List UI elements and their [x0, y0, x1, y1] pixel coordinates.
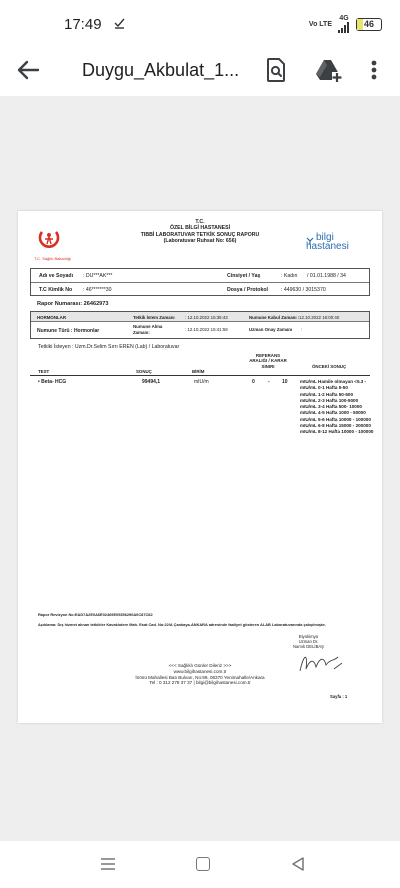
- status-indicators: [309, 15, 382, 33]
- status-bar: [0, 0, 400, 48]
- previous-line: mIU/mL 0-1 Hafta 5-50: [300, 385, 348, 391]
- home-icon[interactable]: [196, 857, 210, 871]
- footer-website: www.bilgihastanesi.com.tr: [173, 668, 227, 674]
- signature-block: [293, 634, 324, 649]
- header-line-1: T.C.: [195, 219, 205, 225]
- gender-value: : Kadın: [281, 273, 298, 279]
- kabul-label: Numune Kabul Zamanı :: [249, 315, 300, 320]
- system-nav-bar: [0, 841, 400, 888]
- previous-line: mIU/mL 2-3 Hafta 100-5000: [300, 397, 359, 403]
- sig-line-1: Biyokimya: [298, 634, 319, 639]
- patient-info-box: [30, 268, 370, 296]
- header-line-4: (Laboratuvar Ruhsat No: 656): [163, 237, 237, 244]
- header-line-2: ÖZEL BİLGİ HASTANESİ: [169, 225, 231, 232]
- find-in-page-icon[interactable]: [262, 56, 290, 84]
- recent-apps-icon[interactable]: [100, 857, 116, 871]
- tc-label: T.C Kimlik No: [39, 287, 73, 293]
- document-title: Duygu_Akbulat_1...: [82, 60, 240, 80]
- dosya-value: : 449630 / 3015370: [281, 287, 326, 293]
- name-label: Adı ve Soyadı: [39, 273, 74, 279]
- pdf-viewer[interactable]: [0, 96, 400, 841]
- istem-label: Tetkik İstem Zamanı: [133, 315, 175, 320]
- explanation-note: Açıklama: Dış hizmet alınan tetkikler Kavaklıdere Mah. Esat Cad. No:22/A Çankaya-ANKARA adresinde faaliyet gösteren ALAB Laboratuvarında çalışılmıştır.: [38, 622, 326, 627]
- alma-value: : 12.10.2022 15:41:59: [185, 327, 228, 332]
- row-test: • Beta- HCG: [38, 379, 67, 385]
- status-time: 17:49: [64, 15, 102, 33]
- previous-line: mIU/mL 5-6 Hafta 10000 - 100000: [300, 416, 371, 422]
- alma-label-2: Zamanı:: [133, 330, 150, 335]
- back-arrow-icon[interactable]: [14, 56, 42, 84]
- onay-label: Uzman Onay Zamanı: [249, 327, 293, 332]
- table-header-divider: [30, 375, 370, 376]
- th-referans-2: ARALIĞI / KARAR: [249, 358, 287, 364]
- th-onceki: ÖNCEKİ SONUÇ: [312, 364, 347, 369]
- sample-meta-box: [30, 311, 370, 339]
- footer-address: İnönü Mahallesi Batı Bulvarı, No:99, 06370 Yenimahalle/Ankara: [135, 674, 265, 680]
- previous-line: mIU/mL 1-2 Hafta 50-500: [300, 391, 354, 397]
- info-divider: [31, 282, 369, 283]
- th-referans: [240, 353, 296, 369]
- revision-number: Rapor Revizyon No:EAD7A2E0A6E02469E05356290A0C87C82: [38, 612, 153, 617]
- back-triangle-icon[interactable]: [290, 856, 306, 872]
- footer-contact: Tel : 0 312 278 37 37 | bilgi@bilgihastanesi.com.tr: [149, 680, 251, 686]
- numune-type: Numune Türü : Hormonlar: [37, 328, 100, 334]
- row-ref-dash: -: [268, 379, 270, 385]
- previous-results: [300, 379, 382, 436]
- page-number: Sayfa : 1: [330, 694, 348, 699]
- th-birim: BİRİM: [192, 369, 205, 374]
- row-ref-low: 0: [252, 379, 255, 385]
- drive-add-icon[interactable]: [314, 56, 342, 84]
- th-test: TEST: [38, 369, 50, 374]
- previous-line: mIU/mL 8-12 Hafta 10000 - 100000: [300, 429, 374, 435]
- alma-label-1: Numune Alma: [133, 324, 163, 329]
- row-birim: mIU/m: [194, 379, 209, 385]
- th-referans-3: SINIRI: [261, 363, 275, 369]
- header-line-3: TIBBİ LABORATUVAR TETKİK SONUÇ RAPORU: [140, 231, 260, 238]
- kabul-value: 12.10.2022 16:00:40: [299, 315, 340, 320]
- network-label: 4G: [339, 15, 349, 22]
- row-ref-high: 10: [282, 379, 288, 385]
- report-number: Rapor Numarası: 26462973: [37, 301, 109, 307]
- th-sonuc: SONUÇ: [136, 369, 152, 374]
- previous-line: mIU/mL 4-5 Hafta 1000 - 50000: [300, 410, 366, 416]
- istem-value: : 12.10.2022 15:35:43: [185, 315, 228, 320]
- dosya-label: Dosya / Protokol: [227, 287, 268, 293]
- previous-line: mIU/mL 3-4 Hafta 500- 10000: [300, 404, 362, 410]
- signal-icon: [338, 22, 350, 33]
- network-type: [338, 15, 350, 33]
- requesting-doctor: Tetkiki İsteyen : Uzm.Dr.Selim Sırrı EREN (Lab) / Laboratuvar: [38, 344, 180, 350]
- battery-icon: [356, 18, 382, 31]
- row-sonuc: 99494,1: [142, 379, 161, 385]
- section-name: HORMONLAR: [37, 315, 67, 320]
- previous-line: mIU/mL Hamile olmayan <5.3 -: [300, 379, 367, 384]
- th-referans-1: REFERANS: [255, 353, 281, 358]
- onay-value: :: [301, 327, 303, 332]
- volte-icon: [309, 21, 332, 28]
- ministry-caption: T.C. Sağlık Bakanlığı: [34, 256, 72, 261]
- ministry-logo-icon: [38, 228, 60, 252]
- birth-age-value: / 01.01.1988 / 34: [307, 273, 346, 279]
- sig-line-2: Uzman Dr.: [298, 639, 319, 644]
- previous-line: mIU/mL 6-8 Hafta 15000 - 200000: [300, 423, 371, 429]
- footer-greeting: <<< Sağlıklı Günler Dileriz >>>: [168, 663, 232, 668]
- volte-label: Vo LTE: [308, 20, 332, 28]
- gender-age-label: Cinsiyet / Yaş: [227, 273, 261, 279]
- more-vert-icon[interactable]: [362, 56, 386, 84]
- hospital-logo-line-2: hastanesi: [306, 241, 349, 252]
- sig-line-3: Namık DELİBAŞ: [293, 644, 324, 649]
- pdf-page[interactable]: [18, 211, 382, 723]
- hospital-logo-line-1: bilgi: [316, 232, 334, 243]
- hospital-logo: [306, 233, 349, 252]
- download-done-icon: [114, 17, 125, 32]
- hospital-footer: [18, 663, 382, 686]
- tc-value: : 46*******30: [83, 287, 112, 293]
- battery-level: 46: [363, 19, 374, 29]
- name-value: : DU***AK***: [83, 273, 113, 279]
- app-bar: [0, 48, 400, 92]
